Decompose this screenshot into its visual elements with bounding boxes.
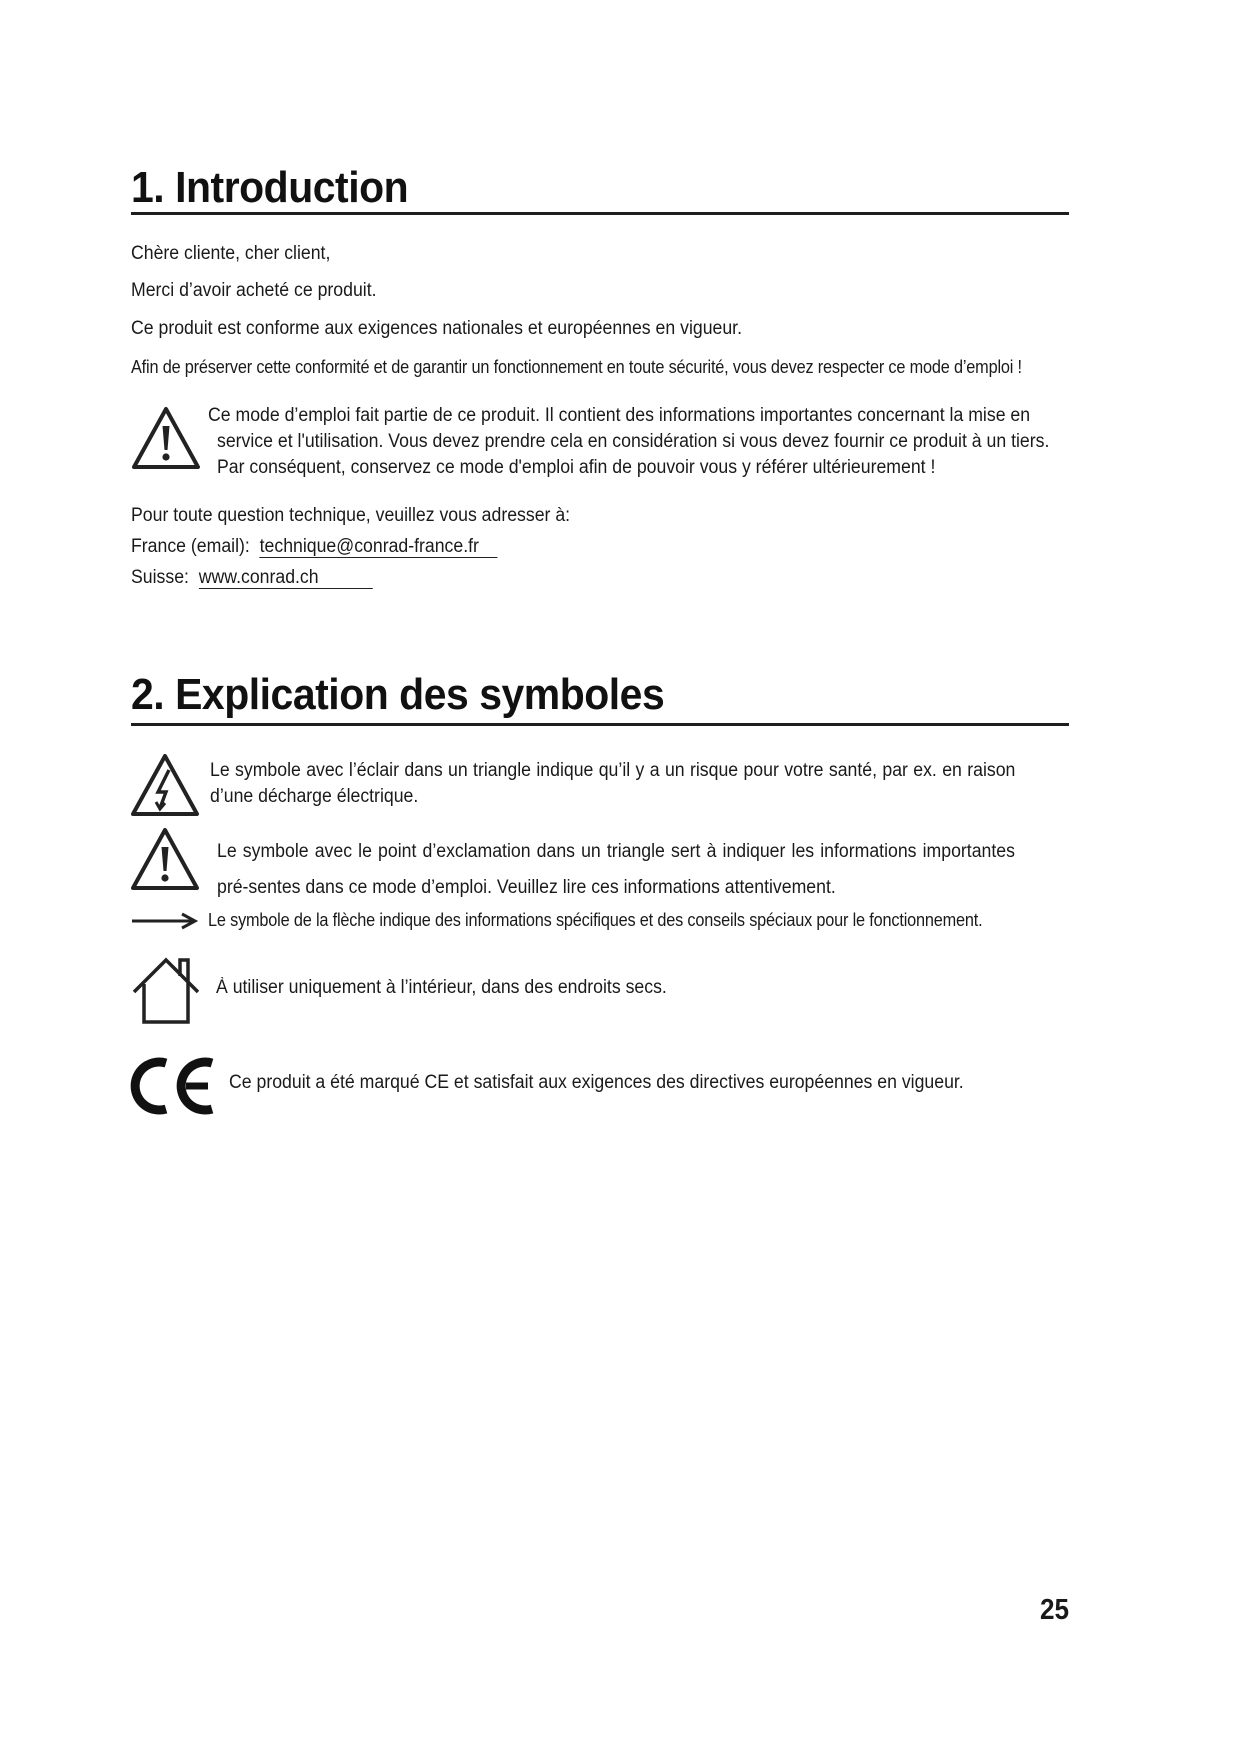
warning-text-line1: Ce mode d’emploi fait partie de ce produit. Il contient des informations importantes concernant la mise en xyxy=(208,405,1031,426)
indoor-description: À utiliser uniquement à l’intérieur, dans des endroits secs. xyxy=(216,977,667,998)
lightning-text: Le symbole avec l’éclair dans un triangle indique qu’il y a un risque pour votre santé, par ex. en raison d’une décharge électrique. xyxy=(210,760,1016,807)
exclamation-triangle-icon xyxy=(129,826,201,892)
france-email-link[interactable]: technique@conrad-france.fr xyxy=(260,536,498,558)
greeting-text: Chère cliente, cher client, xyxy=(131,243,331,264)
conformity-text: Ce produit est conforme aux exigences nationales et européennes en vigueur. xyxy=(131,318,742,339)
france-label: France (email): xyxy=(131,536,250,557)
suisse-label: Suisse: xyxy=(131,567,189,588)
section-heading-introduction: 1. Introduction xyxy=(131,163,409,212)
lightning-description xyxy=(210,758,1015,810)
page-number: 25 xyxy=(1040,1594,1070,1626)
ce-mark-icon xyxy=(128,1054,218,1118)
contact-intro-text: Pour toute question technique, veuillez vous adresser à: xyxy=(131,505,571,526)
suisse-url-link[interactable]: www.conrad.ch xyxy=(199,567,373,589)
preserve-text: Afin de préserver cette conformité et de garantir un fonctionnement en toute sécurité, vous devez respecter ce mode d’emploi ! xyxy=(131,356,1022,377)
warning-text-line2: service et l'utilisation. Vous devez prendre cela en considération si vous devez fournir ce produit à un tiers. xyxy=(217,431,1050,452)
house-icon xyxy=(130,954,202,1026)
thanks-text: Merci d’avoir acheté ce produit. xyxy=(131,280,377,301)
arrow-right-icon xyxy=(130,911,200,931)
section-heading-symbols: 2. Explication des symboles xyxy=(131,670,665,719)
heading-rule xyxy=(131,212,1069,215)
lightning-triangle-icon xyxy=(129,752,201,818)
exclamation-text: Le symbole avec le point d’exclamation dans un triangle sert à indiquer les informations importantes pré-sentes dans ce mode d’emploi. Veuillez lire ces informations attentivement. xyxy=(217,841,1015,898)
suisse-contact xyxy=(131,567,373,590)
warning-triangle-icon xyxy=(130,405,202,471)
heading-rule xyxy=(131,723,1069,726)
ce-description: Ce produit a été marqué CE et satisfait aux exigences des directives européennes en vigueur. xyxy=(229,1072,964,1093)
exclamation-description xyxy=(217,834,1015,906)
arrow-description: Le symbole de la flèche indique des informations spécifiques et des conseils spéciaux pour le fonctionnement. xyxy=(208,909,983,930)
warning-text-line3: Par conséquent, conservez ce mode d'emploi afin de pouvoir vous y référer ultérieurement ! xyxy=(217,457,936,478)
france-contact xyxy=(131,536,498,559)
